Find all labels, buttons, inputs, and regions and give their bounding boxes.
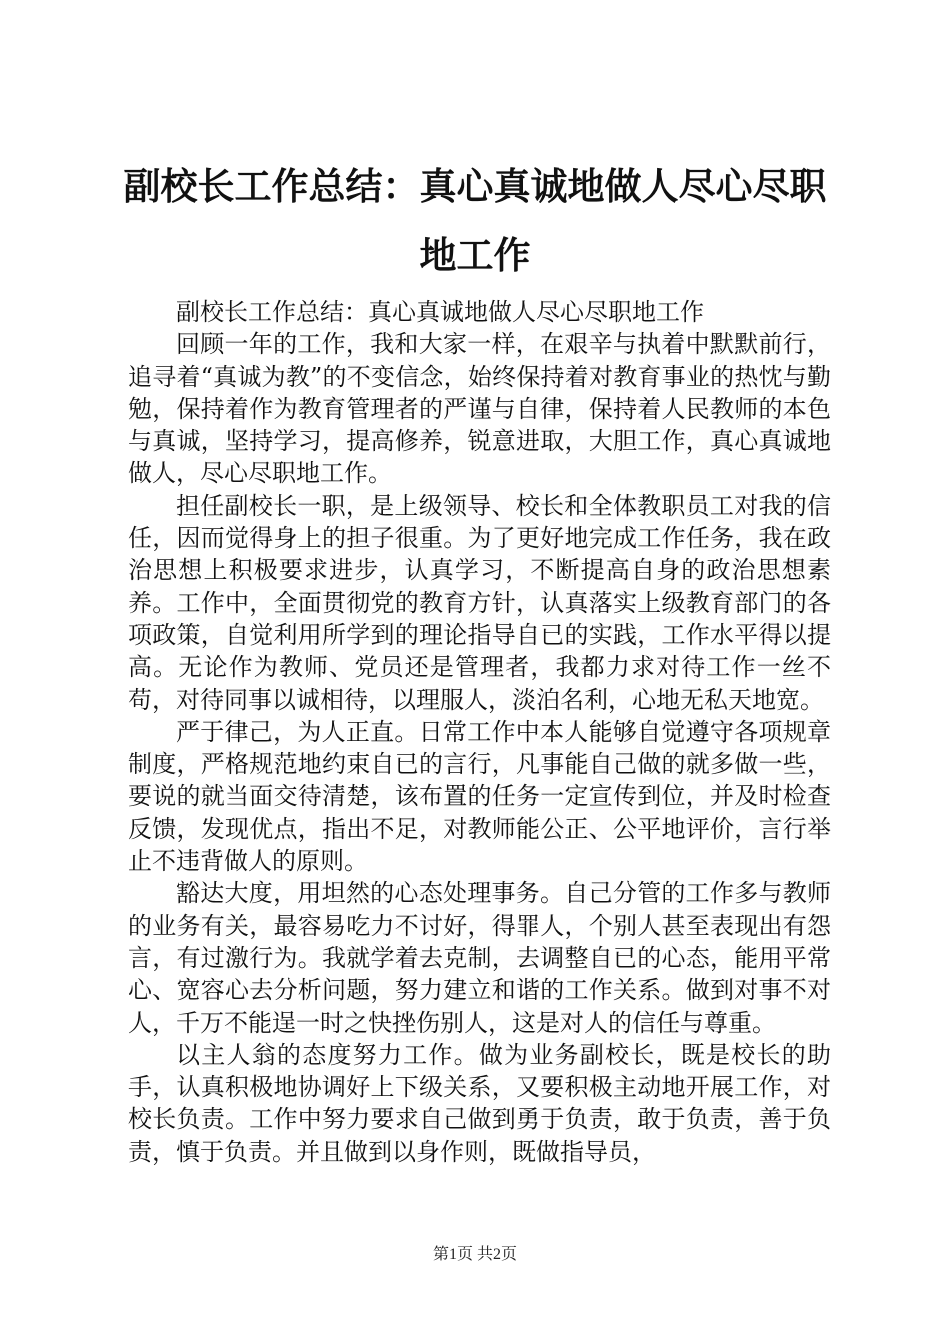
document-title: 副校长工作总结：真心真诚地做人尽心尽职地工作 [123,164,827,277]
paragraph: 担任副校长一职，是上级领导、校长和全体教职员工对我的信任，因而觉得身上的担子很重。为了更好地完成工作任务，我在政治思想上积极要求进步，认真学习，不断提高自身的政治思想素养。工作中，全面贯彻党的教育方针，认真落实上级教育部门的各项政策，自觉利用所学到的理论指导自已的实践，工作水平得以提高。无论作为教师、党员还是管理者，我都力求对待工作一丝不苟，对待同事以诚相待，以理服人，淡泊名利，心地无私天地宽。 [128,491,831,714]
paragraph: 以主人翁的态度努力工作。做为业务副校长，既是校长的助手，认真积极地协调好上下级关系，又要积极主动地开展工作，对校长负责。工作中努力要求自己做到勇于负责，敢于负责，善于负责，慎于负责。并且做到以身作则，既做指导员， [128,1040,831,1166]
paragraph: 严于律己，为人正直。日常工作中本人能够自觉遵守各项规章制度，严格规范地约束自已的言行，凡事能自己做的就多做一些，要说的就当面交待清楚，该布置的任务一定宣传到位，并及时检查反馈，发现优点，指出不足，对教师能公正、公平地评价，言行举止不违背做人的原则。 [128,717,831,876]
paragraph: 回顾一年的工作，我和大家一样，在艰辛与执着中默默前行，追寻着“真诚为教”的不变信念，始终保持着对教育事业的热忱与勤勉，保持着作为教育管理者的严谨与自律，保持着人民教师的本色与真诚，坚持学习，提高修养，锐意进取，大胆工作，真心真诚地做人，尽心尽职地工作。 [128,330,831,488]
page-footer: 第1页 共2页 [432,1246,517,1263]
document-body [128,296,831,1168]
paragraph: 副校长工作总结：真心真诚地做人尽心尽职地工作 [176,298,704,326]
paragraph: 豁达大度，用坦然的心态处理事务。自己分管的工作多与教师的业务有关，最容易吃力不讨好，得罪人，个别人甚至表现出有怨言，有过激行为。我就学着去克制，去调整自已的心态，能用平常心、宽容心去分析问题，努力建立和谐的工作关系。做到对事不对人，千万不能逞一时之快挫伤别人，这是对人的信任与尊重。 [128,879,831,1037]
